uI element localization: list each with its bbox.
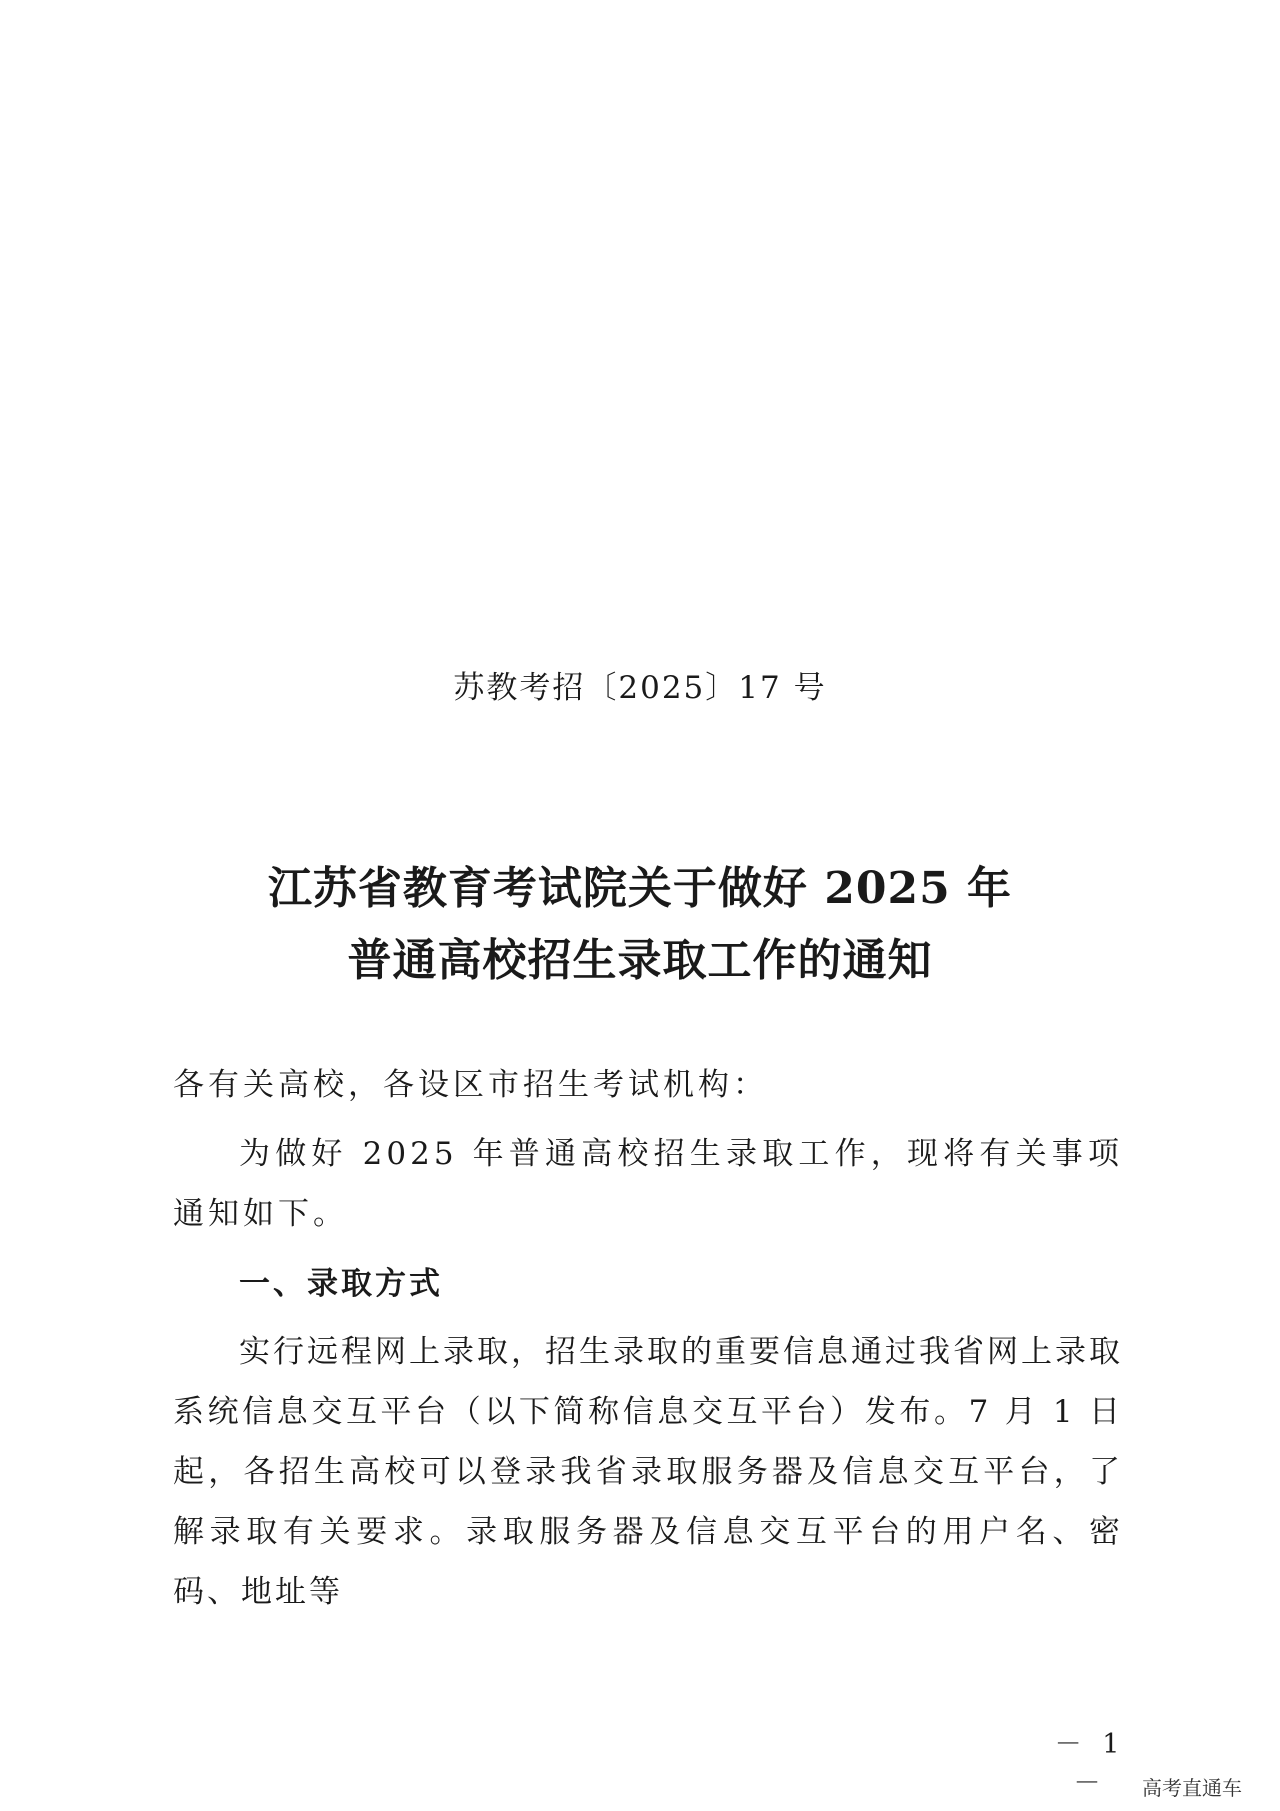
document-title-line-2: 普通高校招生录取工作的通知 xyxy=(347,935,933,986)
salutation: 各有关高校，各设区市招生考试机构： xyxy=(173,1067,768,1103)
section-paragraph: 实行远程网上录取，招生录取的重要信息通过我省网上录取系统信息交互平台（以下简称信息交互平台）发布。7 月 1 日起，各招生高校可以登录我省录取服务器及信息交互平台，了解录取有关要求。录取服务器及信息交互平台的用户名、密码、地址等 xyxy=(173,1334,1123,1610)
document-number: 苏教考招〔2025〕17 号 xyxy=(453,670,827,706)
section-heading: 一、录取方式 xyxy=(239,1266,443,1302)
document-title-line-1: 江苏省教育考试院关于做好 2025 年 xyxy=(267,863,1013,914)
watermark: 高考直通车 xyxy=(1142,1776,1242,1800)
intro-paragraph: 为做好 2025 年普通高校招生录取工作，现将有关事项通知如下。 xyxy=(173,1136,1123,1232)
page-number: － 1 － xyxy=(1054,1729,1126,1799)
